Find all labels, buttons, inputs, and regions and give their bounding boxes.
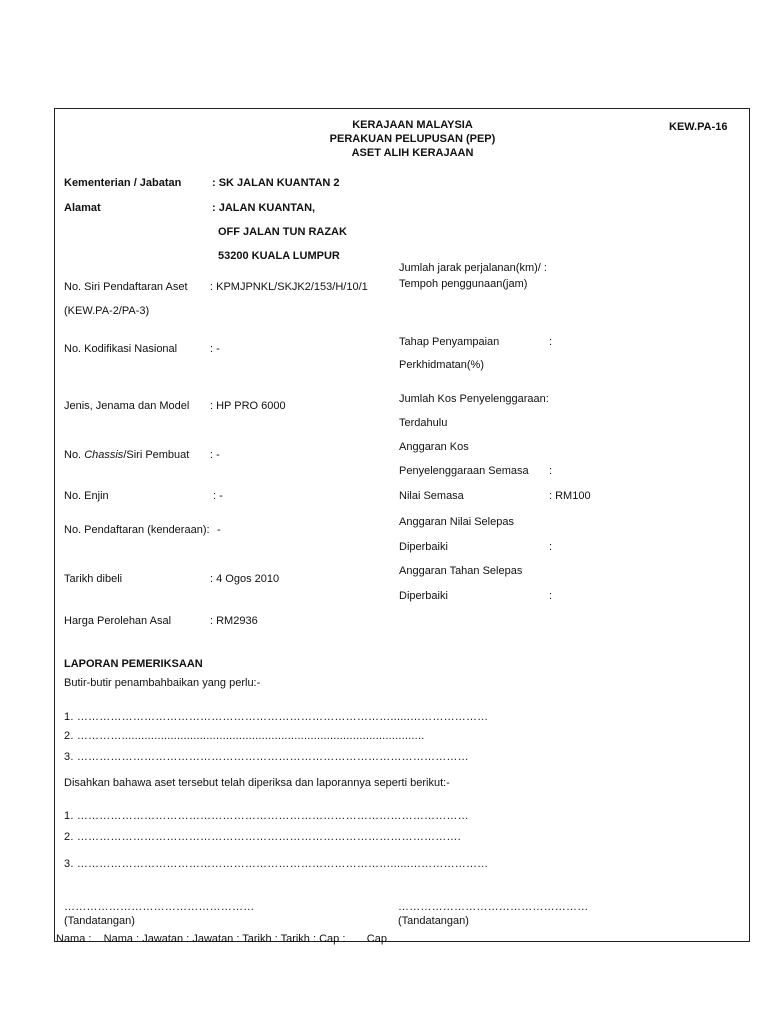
- header-government: KERAJAAN MALAYSIA: [352, 119, 473, 131]
- header-form-title: PERAKUAN PELUPUSAN (PEP): [329, 133, 496, 145]
- purchase-date-value: : 4 Ogos 2010: [210, 573, 280, 585]
- original-cost-value: : RM2936: [210, 615, 258, 627]
- est-life-label: Anggaran Tahan Selepas: [399, 565, 523, 577]
- address-line-3: 53200 KUALA LUMPUR: [218, 250, 340, 262]
- engine-label: No. Enjin: [64, 490, 109, 502]
- est-life-label-2: Diperbaiki: [399, 590, 448, 602]
- purchase-date-label: Tarikh dibeli: [64, 573, 123, 585]
- confirm-label: Disahkan bahawa aset tersebut telah diperiksa dan laporannya seperti berikut:-: [64, 777, 450, 789]
- inspection-title: LAPORAN PEMERIKSAAN: [64, 658, 203, 670]
- est-cost-label-2: Penyelenggaraan Semasa: [399, 465, 529, 477]
- improvement-line-2: 2. ………….............................................................................................: [64, 730, 425, 742]
- service-level-label: Tahap Penyampaian: [399, 336, 500, 348]
- est-cost-label: Anggaran Kos: [399, 441, 469, 453]
- service-level-label-2: Perkhidmatan(%): [399, 359, 484, 371]
- maint-cost-label: Jumlah Kos Penyelenggaraan:: [399, 393, 549, 405]
- improvements-label: Butir-butir penambahbaikan yang perlu:-: [64, 677, 261, 689]
- model-value: : HP PRO 6000: [210, 400, 286, 412]
- signature-label-right: (Tandatangan): [398, 915, 469, 927]
- vehicle-reg-label: No. Pendaftaran (kenderaan):: [64, 524, 210, 536]
- chassis-label: No. Chassis/Siri Pembuat: [64, 449, 190, 461]
- address-line-2: OFF JALAN TUN RAZAK: [218, 226, 347, 238]
- reg-no-label: No. Siri Pendaftaran Aset: [64, 281, 188, 293]
- est-value-colon: :: [549, 541, 553, 553]
- header-asset-type: ASET ALIH KERAJAAN: [351, 147, 474, 159]
- confirm-line-2: 2. ………………………………………………………………………………………….: [64, 831, 461, 843]
- address-label: Alamat: [64, 202, 101, 214]
- signature-label-left: (Tandatangan): [64, 915, 135, 927]
- est-value-label: Anggaran Nilai Selepas: [399, 516, 514, 528]
- ministry-value: : SK JALAN KUANTAN 2: [212, 177, 340, 189]
- confirm-line-3: 3. …………………………………………………………………………......…………………: [64, 858, 489, 870]
- improvement-line-3: 3. ……………………………………………………………………………………………: [64, 751, 469, 763]
- ministry-label: Kementerian / Jabatan: [64, 177, 182, 189]
- service-level-colon: :: [549, 336, 553, 348]
- reg-no-label-2: (KEW.PA-2/PA-3): [64, 305, 150, 317]
- confirm-line-1: 1. ……………………………………………………………………………………………: [64, 810, 469, 822]
- original-cost-label: Harga Perolehan Asal: [64, 615, 172, 627]
- improvement-line-1: 1. …………………………………………………………………………......…………………: [64, 711, 489, 723]
- current-value-value: : RM100: [549, 490, 591, 502]
- usage-label: Tempoh penggunaan(jam): [399, 278, 528, 290]
- form-code: KEW.PA-16: [669, 121, 728, 133]
- maint-cost-label-2: Terdahulu: [399, 417, 448, 429]
- current-value-label: Nilai Semasa: [399, 490, 464, 502]
- model-label: Jenis, Jenama dan Model: [64, 400, 190, 412]
- distance-label: Jumlah jarak perjalanan(km)/ :: [399, 262, 547, 274]
- signature-footer-fields: Nama : Nama : Jawatan : Jawatan : Tarikh : Tarikh : Cap : Cap: [56, 933, 387, 945]
- vehicle-reg-value: -: [217, 524, 221, 536]
- est-value-label-2: Diperbaiki: [399, 541, 448, 553]
- est-life-colon: :: [549, 590, 553, 602]
- national-code-value: : -: [210, 343, 220, 355]
- est-cost-colon: :: [549, 465, 553, 477]
- engine-value: : -: [213, 490, 223, 502]
- address-line-1: : JALAN KUANTAN,: [212, 202, 316, 214]
- signature-line-right: ……………………………………………: [398, 901, 589, 913]
- chassis-value: : -: [210, 449, 220, 461]
- signature-line-left: ……………………………………………: [64, 901, 255, 913]
- national-code-label: No. Kodifikasi Nasional: [64, 343, 178, 355]
- reg-no-value: : KPMJPNKL/SKJK2/153/H/10/1: [210, 281, 368, 293]
